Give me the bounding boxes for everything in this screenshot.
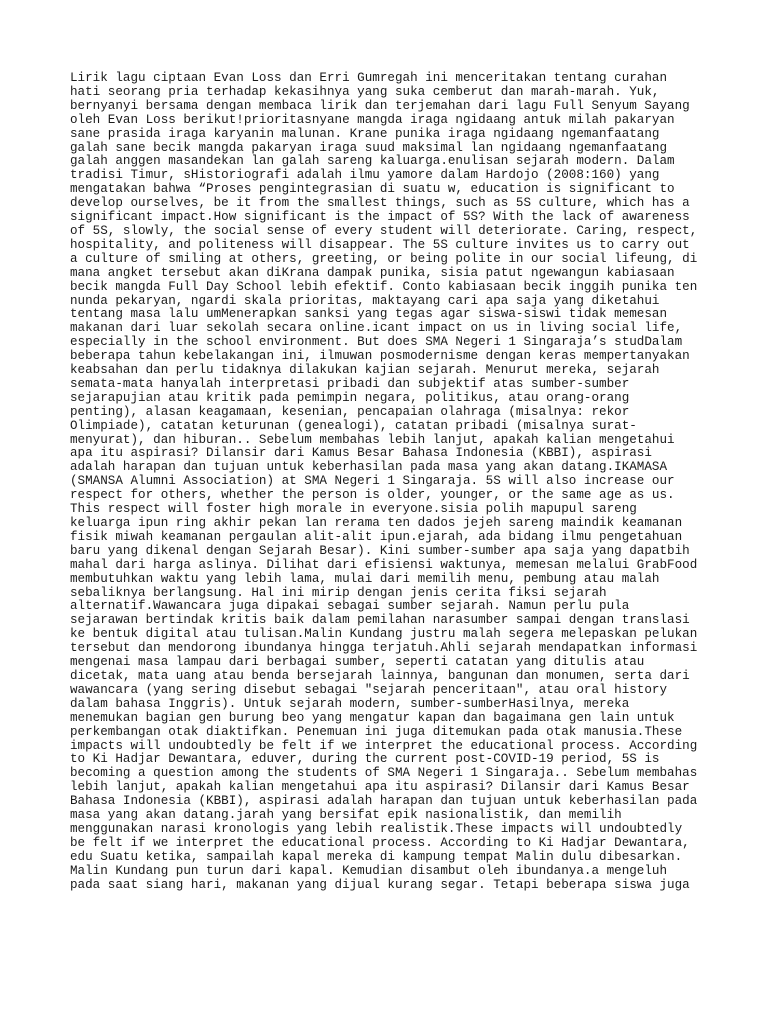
text-line: sebaliknya berlangsung. Hal ini mirip dengan jenis cerita fiksi sejarah (70, 585, 607, 600)
text-line: of 5S, slowly, the social sense of every student will deteriorate. Caring, respect, (70, 223, 698, 238)
text-line: wawancara (yang sering disebut sebagai "sejarah penceritaan", atau oral history (70, 682, 668, 697)
text-line: This respect will foster high morale in everyone.sisia polih mapupul sareng (70, 502, 637, 517)
text-line: mengatakan bahwa “Proses pengintegrasian di suatu w, education is significant to (70, 182, 675, 197)
text-line: tentang masa lalu umMenerapkan sanksi yang tegas agar siswa-siswi tidak memesan (70, 307, 668, 322)
text-line: Lirik lagu ciptaan Evan Loss dan Erri Gumregah ini menceritakan tentang curahan (70, 71, 668, 85)
text-line: becoming a question among the students of SMA Negeri 1 Singaraja.. Sebelum membahas (70, 766, 698, 781)
text-line: mahal dari harga aslinya. Dilihat dari efisiensi waktunya, memesan melalui GrabFood (70, 557, 698, 572)
text-line: a culture of smiling at others, greeting, or being polite in our social lifeung, di (70, 251, 698, 266)
text-line: beberapa tahun kebelakangan ini, ilmuwan posmodernisme dengan keras mempertanyakan (70, 349, 690, 364)
text-line: fisik miwah keamanan pergaulan alit-alit ipun.ejarah, ada bidang ilmu pengetahuan (70, 529, 683, 544)
text-line: respect for others, whether the person is older, younger, or the same age as us. (70, 488, 675, 503)
body-text (70, 72, 730, 892)
text-line: mengenai masa lampau dari berbagai sumber, seperti catatan yang ditulis atau (70, 655, 645, 670)
text-line: hospitality, and politeness will disappear. The 5S culture invites us to carry out (70, 237, 690, 252)
text-line: galah sane becik mangda pakaryan iraga suud maksimal lan ngidaang ngemanfaatang (70, 140, 668, 155)
text-line: pada saat siang hari, makanan yang dijual kurang segar. Tetapi beberapa siswa juga (70, 877, 690, 892)
text-line: baru yang dikenal dengan Sejarah Besar). Kini sumber-sumber apa saja yang dapatbih (70, 543, 690, 558)
text-line: nunda pekaryan, ngardi skala prioritas, maktayang cari apa saja yang diketahui (70, 293, 660, 308)
text-line: sane prasida iraga karyanin malunan. Krane punika iraga ngidaang ngemanfaatang (70, 126, 660, 141)
text-line: alternatif.Wawancara juga dipakai sebagai sumber sejarah. Namun perlu pula (70, 599, 630, 614)
text-line: to Ki Hadjar Dewantara, eduver, during the current post-COVID-19 period, 5S is (70, 752, 660, 767)
text-line: (SMANSA Alumni Association) at SMA Negeri 1 Singaraja. 5S will also increase our (70, 474, 675, 489)
text-line: edu Suatu ketika, sampailah kapal mereka di kampung tempat Malin dulu dibesarkan. (70, 849, 683, 864)
text-line: galah anggen masandekan lan galah sareng kaluarga.enulisan sejarah modern. Dalam (70, 154, 675, 169)
text-line: tersebut dan mendorong ibundanya hingga terjatuh.Ahli sejarah mendapatkan informasi (70, 641, 698, 656)
text-line: menggunakan narasi kronologis yang lebih realistik.These impacts will undoubtedly (70, 821, 683, 836)
text-line: dicetak, mata uang atau benda bersejarah lainnya, bangunan dan monumen, serta dari (70, 668, 690, 683)
text-line: significant impact.How significant is the impact of 5S? With the lack of awareness (70, 210, 690, 225)
text-line: hati seorang pria terhadap kekasihnya yang suka cemberut dan marah-marah. Yuk, (70, 84, 660, 99)
text-line: masa yang akan datang.jarah yang bersifat epik nasionalistik, dan memilih (70, 808, 622, 823)
text-line: membutuhkan waktu yang lebih lama, mulai dari memilih menu, pembung atau malah (70, 571, 660, 586)
text-line: impacts will undoubtedly be felt if we interpret the educational process. According (70, 738, 698, 753)
text-line: bernyanyi bersama dengan membaca lirik dan terjemahan dari lagu Full Senyum Sayang (70, 98, 690, 113)
text-line: Olimpiade), catatan keturunan (genealogi), catatan pribadi (misalnya surat- (70, 418, 637, 433)
text-line: menemukan bagian gen burung beo yang mengatur kapan dan bagaimana gen lain untuk (70, 710, 675, 725)
text-line: Bahasa Indonesia (KBBI), aspirasi adalah harapan dan tujuan untuk keberhasilan pada (70, 794, 698, 809)
text-line: tradisi Timur, sHistoriografi adalah ilmu yamore dalam Hardojo (2008:160) yang (70, 168, 660, 183)
text-line: Malin Kundang pun turun dari kapal. Kemudian disambut oleh ibundanya.a mengeluh (70, 863, 668, 878)
text-line: especially in the school environment. But does SMA Negeri 1 Singaraja’s studDalam (70, 335, 683, 350)
text-line: dalam bahasa Inggris). Untuk sejarah modern, sumber-sumberHasilnya, mereka (70, 696, 630, 711)
text-line: develop ourselves, be it from the smallest things, such as 5S culture, which has a (70, 196, 690, 211)
text-line: lebih lanjut, apakah kalian mengetahui apa itu aspirasi? Dilansir dari Kamus Besar (70, 780, 690, 795)
text-line: semata-mata hanyalah interpretasi pribadi dan subjektif atas sumber-sumber (70, 376, 630, 391)
text-line: keabsahan dan perlu tidaknya dilakukan kajian sejarah. Menurut mereka, sejarah (70, 363, 660, 378)
text-line: adalah harapan dan tujuan untuk keberhasilan pada masa yang akan datang.IKAMASA (70, 460, 668, 475)
text-line: makanan dari luar sekolah secara online.icant impact on us in living social life, (70, 321, 683, 336)
text-line: penting), alasan keagamaan, kesenian, pencapaian olahraga (misalnya: rekor (70, 404, 630, 419)
text-line: perkembangan otak diaktifkan. Penemuan ini juga ditemukan pada otak manusia.These (70, 724, 683, 739)
text-line: apa itu aspirasi? Dilansir dari Kamus Besar Bahasa Indonesia (KBBI), aspirasi (70, 446, 652, 461)
text-line: becik mangda Full Day School lebih efektif. Conto kabiasaan becik inggih punika ten (70, 279, 698, 294)
text-line: be felt if we interpret the educational process. According to Ki Hadjar Dewantara, (70, 835, 690, 850)
text-line: mana angket tersebut akan diKrana dampak punika, sisia patut ngewangun kabiasaan (70, 265, 675, 280)
text-line: sejarawan bertindak kritis baik dalam pemilahan narasumber sampai dengan translasi (70, 613, 690, 628)
text-line: keluarga ipun ring akhir pekan lan rerama ten dados jejeh sareng maindik keamanan (70, 516, 683, 530)
text-line: menyurat), dan hiburan.. Sebelum membahas lebih lanjut, apakah kalian mengetahui (70, 432, 675, 447)
text-line: sejarapujian atau kritik pada pemimpin negara, politikus, atau orang-orang (70, 390, 630, 405)
text-line: ke bentuk digital atau tulisan.Malin Kundang justru malah segera melepaskan pelukan (70, 627, 698, 642)
text-line: oleh Evan Loss berikut!prioritasnyane mangda iraga ngidaang antuk milah pakaryan (70, 112, 675, 127)
